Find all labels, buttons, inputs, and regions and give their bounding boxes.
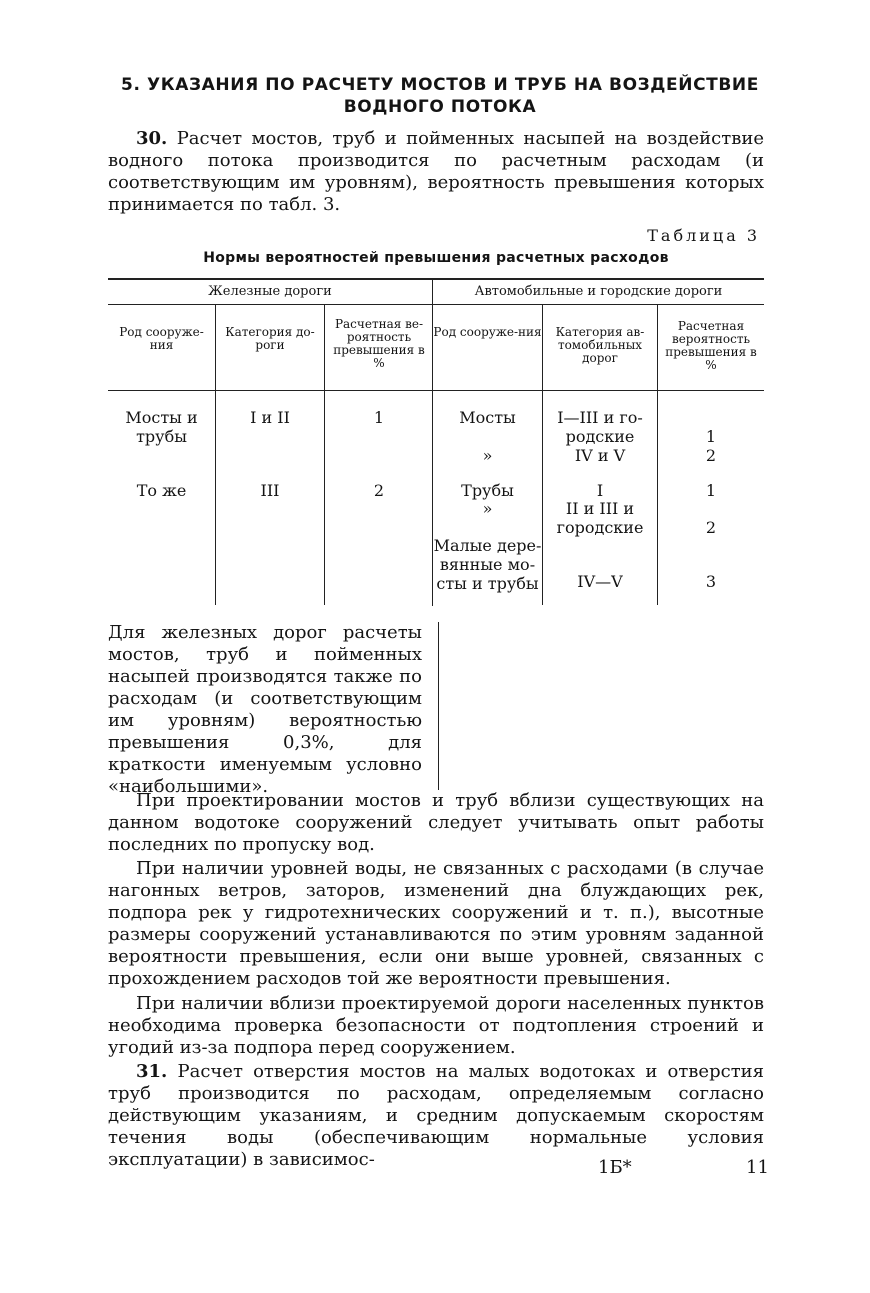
table-title: Нормы вероятностей превышения расчетных расходов (203, 250, 669, 266)
table-cell: 2 (373, 481, 385, 500)
section-title-line1: 5. УКАЗАНИЯ ПО РАСЧЕТУ МОСТОВ И ТРУБ НА ВОЗДЕЙСТВИЕ (121, 75, 759, 95)
column-header: Категория ав-томобильных дорог (555, 325, 645, 365)
column-header: Расчетная вероятность превышения в % (665, 319, 757, 372)
table-cell: 2 (705, 518, 717, 537)
table-cell: » (482, 499, 493, 518)
table-cell: Малые дере-вянные мо-сты и трубы (433, 536, 542, 593)
group-header-rail: Железные дороги (208, 284, 332, 299)
table-cell: То же (136, 481, 187, 500)
paragraph-text: Расчет отверстия мостов на малых водотоках и отверстия труб производится по расходам, определяемым согласно действующим указаниям, и средним допускаемым скоростям течения воды (обеспечивающим нормальные условия эксплуатации) в зависимос- (108, 1061, 764, 1170)
group-header-road: Автомобильные и городские дороги (474, 284, 723, 299)
note-rule (438, 622, 439, 790)
table-cell: 1 (705, 427, 717, 446)
table-cell: I—III и го-родские (557, 408, 643, 446)
table-header-rule (108, 390, 764, 391)
paragraph-text: Расчет мостов, труб и пойменных насыпей на воздействие водного потока производится по расчетным расходам (и соответствующим им уровням), вероятность превышения которых принимается по табл. 3. (108, 128, 764, 215)
paragraph-number: 31. (136, 1061, 168, 1082)
column-header: Категория до-роги (225, 325, 315, 352)
paragraph-number: 30. (136, 128, 168, 149)
table-column-divider (324, 305, 325, 605)
table-cell: 3 (705, 572, 717, 591)
table-top-rule (108, 278, 764, 280)
section-title-line2: ВОДНОГО ПОТОКА (343, 97, 537, 117)
paragraph-31 (108, 1061, 764, 1171)
table-cell: 1 (373, 408, 385, 427)
table-cell: Трубы (461, 481, 514, 500)
table-cell: IV и V (574, 446, 626, 465)
table-cell: IV—V (577, 572, 623, 591)
column-header: Расчетная ве-роятность превышения в % (333, 317, 425, 370)
paragraph: При проектировании мостов и труб вблизи существующих на данном водотоке сооружений следует учитывать опыт работы последних по пропуску вод. (108, 790, 764, 855)
table-caption: Таблица 3 (647, 226, 760, 245)
page-number: 11 (746, 1157, 769, 1178)
paragraph-30 (108, 128, 764, 216)
table-cell: Мосты и трубы (125, 408, 198, 446)
table-cell: II и III и городские (556, 499, 644, 537)
column-header: Род сооруже-ния (433, 325, 542, 339)
table-cell: 2 (705, 446, 717, 465)
paragraph: При наличии вблизи проектируемой дороги населенных пунктов необходима проверка безопасности от подтопления строений и угодий из-за подпора перед сооружением. (108, 993, 764, 1058)
table-cell: 1 (705, 481, 717, 500)
table-note: Для железных дорог расчеты мостов, труб и пойменных насыпей производятся также по расходам (и соответствующим им уровням) вероятностью превышения 0,3%, для краткости именуемым условно «наибольшими». (108, 622, 422, 797)
paragraph: При наличии уровней воды, не связанных с расходами (в случае нагонных ветров, заторов, изменений дна блуждающих рек, подпора рек у гидротехнических сооружений и т. п.), высотные размеры сооружений устанавливаются по этим уровням заданной вероятности превышения, если они выше уровней, связанных с прохождением расходов той же вероятности превышения. (108, 858, 764, 989)
table-cell: Мосты (459, 408, 516, 427)
column-header: Род сооруже-ния (119, 325, 204, 352)
table-cell: III (260, 481, 280, 500)
table-group-rule (108, 304, 764, 305)
signature-mark: 1Б* (598, 1157, 632, 1178)
table-cell: I и II (250, 408, 290, 427)
table-cell: » (482, 446, 493, 465)
table-cell: I (596, 481, 604, 500)
